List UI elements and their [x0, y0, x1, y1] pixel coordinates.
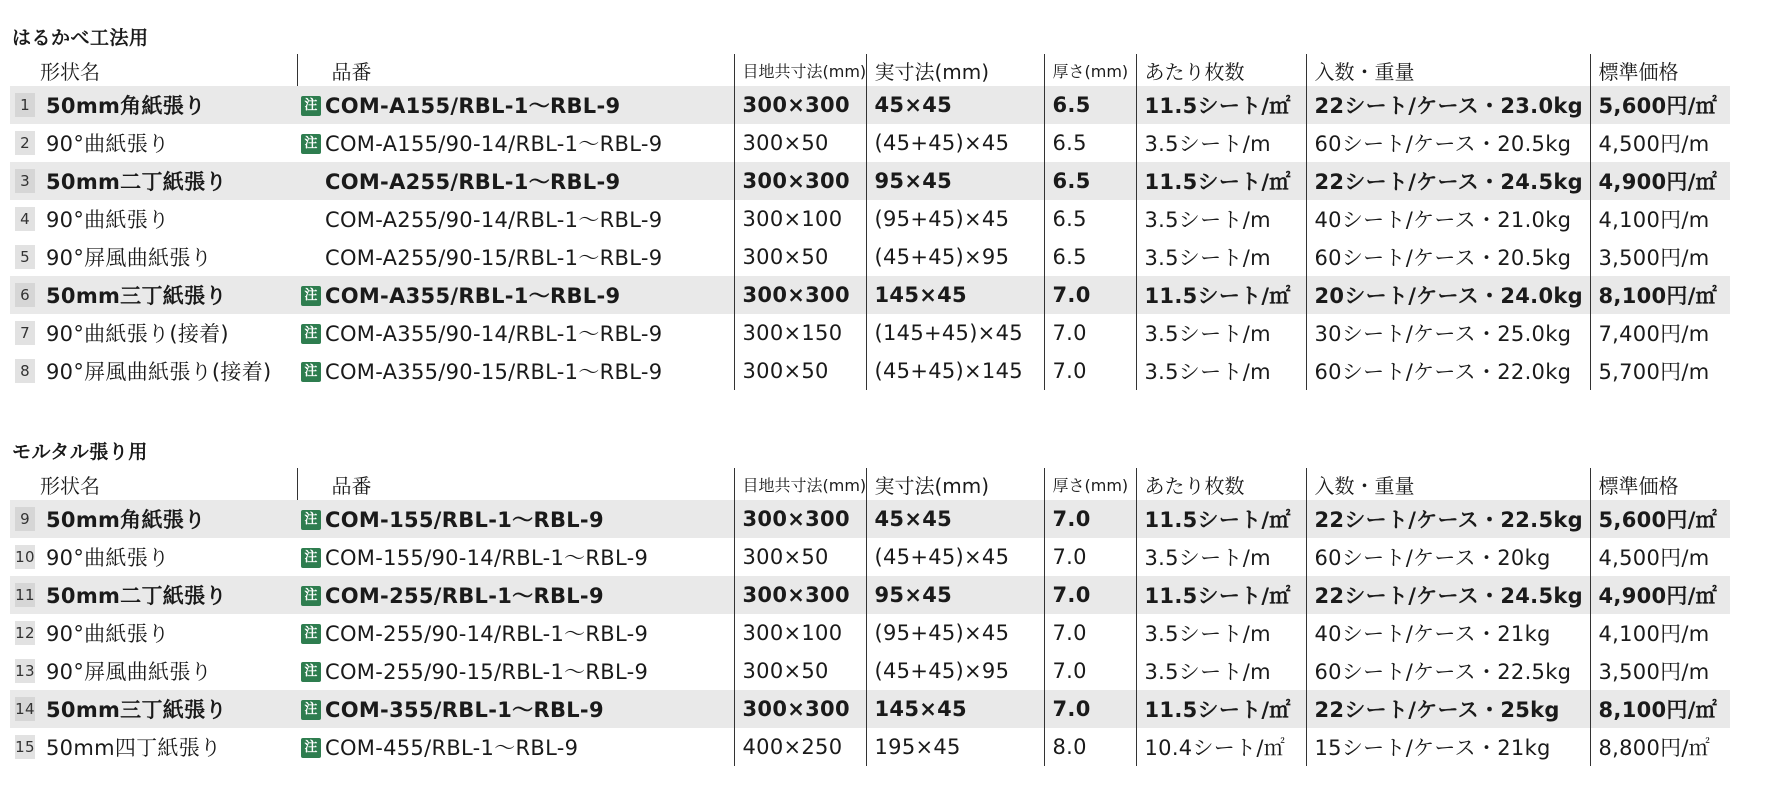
actual-size: 45×45 — [866, 86, 1044, 124]
note-cell — [297, 652, 325, 690]
product-table — [10, 468, 1730, 766]
note-icon[interactable]: 注 — [301, 662, 321, 682]
sheets-per-unit: 3.5シート/m — [1136, 652, 1306, 690]
header-thick: 厚さ(mm) — [1044, 54, 1136, 86]
note-icon[interactable]: 注 — [301, 624, 321, 644]
header-shape: 形状名 — [40, 473, 100, 498]
row-number — [10, 314, 40, 352]
row-number-label: 9 — [15, 507, 35, 531]
row-number — [10, 576, 40, 614]
quantity-weight: 60シート/ケース・20kg — [1306, 538, 1590, 576]
note-cell — [297, 162, 325, 200]
row-number-label: 5 — [15, 245, 35, 269]
shape-name: 90°屏風曲紙張り — [46, 660, 212, 684]
note-icon[interactable]: 注 — [301, 510, 321, 530]
thickness: 6.5 — [1044, 162, 1136, 200]
actual-size: (95+45)×45 — [866, 614, 1044, 652]
thickness: 7.0 — [1044, 314, 1136, 352]
thickness: 6.5 — [1044, 86, 1136, 124]
quantity-weight: 60シート/ケース・22.0kg — [1306, 352, 1590, 390]
thickness: 7.0 — [1044, 500, 1136, 538]
actual-size: (95+45)×45 — [866, 200, 1044, 238]
joint-size: 300×100 — [734, 614, 866, 652]
row-number — [10, 162, 40, 200]
thickness: 6.5 — [1044, 124, 1136, 162]
row-number — [10, 538, 40, 576]
table-row — [10, 652, 1730, 690]
product-code: COM-A355/90-15/RBL-1～RBL-9 — [325, 360, 663, 384]
row-number — [10, 86, 40, 124]
quantity-weight: 15シート/ケース・21kg — [1306, 728, 1590, 766]
row-number — [10, 728, 40, 766]
product-code: COM-A155/90-14/RBL-1～RBL-9 — [325, 132, 663, 156]
product-code: COM-A355/90-14/RBL-1～RBL-9 — [325, 322, 663, 346]
shape-name: 90°曲紙張り — [46, 546, 170, 570]
actual-size: (45+45)×145 — [866, 352, 1044, 390]
shape-name: 90°曲紙張り — [46, 622, 170, 646]
header-code: 品番 — [297, 54, 734, 86]
shape-name: 50mm三丁紙張り — [40, 690, 297, 728]
standard-price: 3,500円/m — [1590, 652, 1730, 690]
row-number — [10, 500, 40, 538]
section-title: はるかべ工法用 — [12, 27, 149, 49]
row-number-label: 8 — [15, 359, 35, 383]
sheets-per-unit: 3.5シート/m — [1136, 314, 1306, 352]
actual-size: (45+45)×95 — [866, 238, 1044, 276]
note-icon[interactable]: 注 — [301, 586, 321, 606]
actual-size: 145×45 — [866, 690, 1044, 728]
header-per: あたり枚数 — [1136, 54, 1306, 86]
joint-size: 300×50 — [734, 124, 866, 162]
joint-size: 300×50 — [734, 652, 866, 690]
header-shape: 形状名 — [40, 59, 100, 84]
row-number-label: 4 — [15, 207, 35, 231]
note-icon[interactable]: 注 — [301, 286, 321, 306]
shape-name: 50mm四丁紙張り — [46, 736, 222, 760]
row-number — [10, 690, 40, 728]
table-row — [10, 162, 1730, 200]
standard-price: 8,800円/㎡ — [1590, 728, 1730, 766]
header-per: あたり枚数 — [1136, 468, 1306, 500]
section-mortar — [10, 438, 1730, 766]
shape-name: 50mm二丁紙張り — [40, 576, 297, 614]
joint-size: 300×100 — [734, 200, 866, 238]
note-cell — [297, 314, 325, 352]
header-joint: 目地共寸法(mm) — [734, 54, 866, 86]
header-price: 標準価格 — [1590, 54, 1730, 86]
sheets-per-unit: 11.5シート/㎡ — [1136, 690, 1306, 728]
product-code: COM-A255/90-14/RBL-1～RBL-9 — [325, 208, 663, 232]
note-cell — [297, 538, 325, 576]
thickness: 7.0 — [1044, 352, 1136, 390]
table-row — [10, 276, 1730, 314]
standard-price: 5,600円/㎡ — [1590, 86, 1730, 124]
sheets-per-unit: 10.4シート/㎡ — [1136, 728, 1306, 766]
actual-size: (145+45)×45 — [866, 314, 1044, 352]
sheets-per-unit: 11.5シート/㎡ — [1136, 86, 1306, 124]
note-cell — [297, 690, 325, 728]
shape-name: 50mm角紙張り — [40, 86, 297, 124]
product-code: COM-155/90-14/RBL-1～RBL-9 — [325, 546, 649, 570]
header-row — [10, 54, 1730, 86]
thickness: 7.0 — [1044, 614, 1136, 652]
row-number-label: 14 — [15, 697, 35, 721]
quantity-weight: 22シート/ケース・23.0kg — [1306, 86, 1590, 124]
sheets-per-unit: 3.5シート/m — [1136, 238, 1306, 276]
table-row — [10, 314, 1730, 352]
quantity-weight: 60シート/ケース・20.5kg — [1306, 238, 1590, 276]
header-joint: 目地共寸法(mm) — [734, 468, 866, 500]
row-number-label: 2 — [15, 131, 35, 155]
row-number — [10, 614, 40, 652]
thickness: 7.0 — [1044, 652, 1136, 690]
joint-size: 300×150 — [734, 314, 866, 352]
joint-size: 300×50 — [734, 538, 866, 576]
note-cell — [297, 86, 325, 124]
table-row — [10, 352, 1730, 390]
shape-name: 90°曲紙張り(接着) — [46, 322, 229, 346]
note-icon[interactable]: 注 — [301, 96, 321, 116]
shape-name: 90°曲紙張り — [46, 208, 170, 232]
row-number — [10, 200, 40, 238]
sheets-per-unit: 3.5シート/m — [1136, 614, 1306, 652]
thickness: 7.0 — [1044, 538, 1136, 576]
header-qty: 入数・重量 — [1306, 54, 1590, 86]
note-cell — [297, 124, 325, 162]
product-code: COM-A255/90-15/RBL-1～RBL-9 — [325, 246, 663, 270]
row-number-label: 15 — [15, 735, 35, 759]
sheets-per-unit: 3.5シート/m — [1136, 352, 1306, 390]
thickness: 6.5 — [1044, 238, 1136, 276]
quantity-weight: 60シート/ケース・20.5kg — [1306, 124, 1590, 162]
product-code: COM-A355/RBL-1～RBL-9 — [325, 276, 734, 314]
standard-price: 4,500円/m — [1590, 538, 1730, 576]
quantity-weight: 22シート/ケース・25kg — [1306, 690, 1590, 728]
section-title: モルタル張り用 — [12, 441, 148, 463]
product-code: COM-355/RBL-1～RBL-9 — [325, 690, 734, 728]
standard-price: 4,100円/m — [1590, 200, 1730, 238]
note-icon[interactable]: 注 — [301, 700, 321, 720]
quantity-weight: 60シート/ケース・22.5kg — [1306, 652, 1590, 690]
sheets-per-unit: 3.5シート/m — [1136, 538, 1306, 576]
thickness: 7.0 — [1044, 576, 1136, 614]
header-price: 標準価格 — [1590, 468, 1730, 500]
header-thick: 厚さ(mm) — [1044, 468, 1136, 500]
table-row — [10, 576, 1730, 614]
standard-price: 4,100円/m — [1590, 614, 1730, 652]
shape-name: 90°屏風曲紙張り(接着) — [46, 360, 272, 384]
row-number-label: 3 — [15, 169, 35, 193]
shape-name: 50mm二丁紙張り — [40, 162, 297, 200]
note-cell — [297, 576, 325, 614]
actual-size: 95×45 — [866, 162, 1044, 200]
note-icon[interactable]: 注 — [301, 362, 321, 382]
table-row — [10, 728, 1730, 766]
joint-size: 400×250 — [734, 728, 866, 766]
note-cell — [297, 728, 325, 766]
shape-name: 50mm三丁紙張り — [40, 276, 297, 314]
thickness: 7.0 — [1044, 690, 1136, 728]
shape-name: 50mm角紙張り — [40, 500, 297, 538]
product-code: COM-455/RBL-1～RBL-9 — [325, 736, 579, 760]
standard-price: 4,900円/㎡ — [1590, 162, 1730, 200]
joint-size: 300×300 — [734, 576, 866, 614]
product-code: COM-A155/RBL-1～RBL-9 — [325, 86, 734, 124]
thickness: 6.5 — [1044, 200, 1136, 238]
shape-name: 90°屏風曲紙張り — [46, 246, 212, 270]
table-row — [10, 200, 1730, 238]
joint-size: 300×50 — [734, 238, 866, 276]
row-number — [10, 652, 40, 690]
header-qty: 入数・重量 — [1306, 468, 1590, 500]
note-cell — [297, 200, 325, 238]
table-row — [10, 238, 1730, 276]
standard-price: 5,700円/m — [1590, 352, 1730, 390]
standard-price: 5,600円/㎡ — [1590, 500, 1730, 538]
row-number — [10, 238, 40, 276]
sheets-per-unit: 11.5シート/㎡ — [1136, 162, 1306, 200]
standard-price: 3,500円/m — [1590, 238, 1730, 276]
actual-size: 45×45 — [866, 500, 1044, 538]
joint-size: 300×300 — [734, 276, 866, 314]
note-cell — [297, 238, 325, 276]
row-number-label: 11 — [15, 583, 35, 607]
table-row — [10, 614, 1730, 652]
standard-price: 7,400円/m — [1590, 314, 1730, 352]
header-dim: 実寸法(mm) — [866, 468, 1044, 500]
table-row — [10, 500, 1730, 538]
note-cell — [297, 614, 325, 652]
thickness: 8.0 — [1044, 728, 1136, 766]
row-number — [10, 276, 40, 314]
sheets-per-unit: 11.5シート/㎡ — [1136, 276, 1306, 314]
quantity-weight: 40シート/ケース・21.0kg — [1306, 200, 1590, 238]
note-icon[interactable]: 注 — [301, 548, 321, 568]
note-cell — [297, 276, 325, 314]
table-row — [10, 124, 1730, 162]
standard-price: 4,900円/㎡ — [1590, 576, 1730, 614]
quantity-weight: 22シート/ケース・24.5kg — [1306, 576, 1590, 614]
actual-size: (45+45)×95 — [866, 652, 1044, 690]
standard-price: 4,500円/m — [1590, 124, 1730, 162]
header-dim: 実寸法(mm) — [866, 54, 1044, 86]
quantity-weight: 20シート/ケース・24.0kg — [1306, 276, 1590, 314]
sheets-per-unit: 3.5シート/m — [1136, 200, 1306, 238]
shape-name: 90°曲紙張り — [46, 132, 170, 156]
actual-size: (45+45)×45 — [866, 538, 1044, 576]
standard-price: 8,100円/㎡ — [1590, 276, 1730, 314]
actual-size: 145×45 — [866, 276, 1044, 314]
table-row — [10, 690, 1730, 728]
table-row — [10, 538, 1730, 576]
row-number-label: 12 — [15, 621, 35, 645]
row-number-label: 7 — [15, 321, 35, 345]
note-icon[interactable]: 注 — [301, 738, 321, 758]
row-number-label: 10 — [15, 545, 35, 569]
product-code: COM-255/RBL-1～RBL-9 — [325, 576, 734, 614]
joint-size: 300×300 — [734, 86, 866, 124]
quantity-weight: 30シート/ケース・25.0kg — [1306, 314, 1590, 352]
sheets-per-unit: 3.5シート/m — [1136, 124, 1306, 162]
sheets-per-unit: 11.5シート/㎡ — [1136, 500, 1306, 538]
table-row — [10, 86, 1730, 124]
header-row — [10, 468, 1730, 500]
note-cell — [297, 500, 325, 538]
thickness: 7.0 — [1044, 276, 1136, 314]
note-icon[interactable]: 注 — [301, 324, 321, 344]
joint-size: 300×50 — [734, 352, 866, 390]
joint-size: 300×300 — [734, 500, 866, 538]
actual-size: (45+45)×45 — [866, 124, 1044, 162]
header-code: 品番 — [297, 468, 734, 500]
section-harukabe — [10, 24, 1730, 390]
product-code: COM-155/RBL-1～RBL-9 — [325, 500, 734, 538]
product-code: COM-255/90-14/RBL-1～RBL-9 — [325, 622, 649, 646]
product-code: COM-255/90-15/RBL-1～RBL-9 — [325, 660, 649, 684]
row-number-label: 6 — [15, 283, 35, 307]
quantity-weight: 22シート/ケース・22.5kg — [1306, 500, 1590, 538]
product-code: COM-A255/RBL-1～RBL-9 — [325, 162, 734, 200]
row-number — [10, 124, 40, 162]
note-icon[interactable]: 注 — [301, 134, 321, 154]
row-number-label: 13 — [15, 659, 35, 683]
note-cell — [297, 352, 325, 390]
joint-size: 300×300 — [734, 162, 866, 200]
joint-size: 300×300 — [734, 690, 866, 728]
actual-size: 195×45 — [866, 728, 1044, 766]
quantity-weight: 40シート/ケース・21kg — [1306, 614, 1590, 652]
standard-price: 8,100円/㎡ — [1590, 690, 1730, 728]
actual-size: 95×45 — [866, 576, 1044, 614]
row-number-label: 1 — [15, 93, 35, 117]
row-number — [10, 352, 40, 390]
quantity-weight: 22シート/ケース・24.5kg — [1306, 162, 1590, 200]
sheets-per-unit: 11.5シート/㎡ — [1136, 576, 1306, 614]
product-table — [10, 54, 1730, 390]
